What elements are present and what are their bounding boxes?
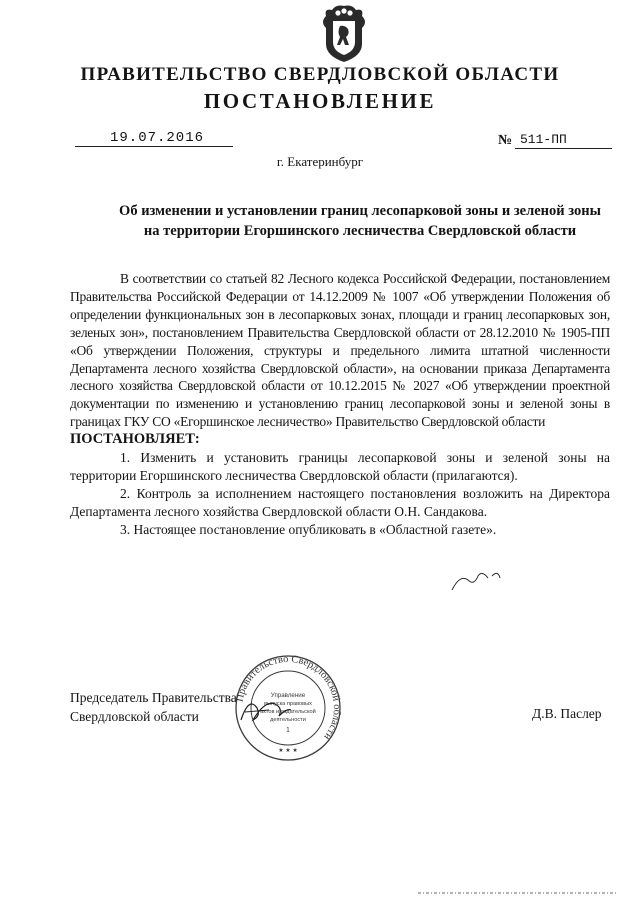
doc-number: 511-ПП bbox=[520, 132, 567, 147]
signatory-position-line-2: Свердловской области bbox=[70, 709, 199, 724]
stamp-inner-line-1: Управление bbox=[270, 692, 306, 699]
doc-body bbox=[70, 270, 610, 539]
decree-item-2: 2. Контроль за исполнением настоящего постановления возложить на Директора Департамента лесного хозяйства Свердловской области О.Н. Сандакова. bbox=[70, 485, 610, 519]
decree-item-3: 3. Настоящее постановление опубликовать в «Областной газете». bbox=[120, 521, 497, 537]
stamp-outer-text: Правительство Свердловской области bbox=[234, 653, 342, 742]
initials-mark bbox=[448, 566, 508, 596]
signatory-position bbox=[70, 688, 237, 726]
stamp-inner-number: 1 bbox=[286, 727, 290, 734]
stamp-stars: ★ ★ ★ bbox=[278, 748, 298, 754]
doc-title-line-1: Об изменении и установлении границ лесопарковой зоны и зеленой зоны bbox=[119, 203, 601, 219]
decree-word: ПОСТАНОВЛЯЕТ: bbox=[70, 431, 200, 448]
signatory-name: Д.В. Паслер bbox=[532, 706, 602, 721]
decree-item-1: 1. Изменить и установить границы лесопарковой зоны и зеленой зоны на территории Егоршинского лесничества Свердловской области (прилагаются). bbox=[70, 450, 610, 483]
scan-artifact bbox=[418, 889, 618, 897]
preamble-paragraph: В соответствии со статьей 82 Лесного кодекса Российской Федерации, постановлением Правительства Российской Федерации от 14.12.2009 № 1007 «Об утверждении Положения об определении функциональных зон в лесопарковых зонах, площади и границ лесопарковых зон, зеленых зон», постановлением Правительства Свердловской области от 28.12.2010 № 1905-ПП «Об утверждении Положения, структуры и предельного лимита штатной численности Департамента лесного хозяйства Свердловской области», на основании приказа Департамента лесного хозяйства Свердловской области от 10.12.2015 № 2027 «Об утверждении проектной документации по изменению и установлению границ лесопарковой зоны и зеленой зоны в границах ГКУ СО «Егоршинское лесничество» Правительство Свердловской области bbox=[70, 271, 610, 430]
stamp-inner-line-3: актов и издательской bbox=[260, 709, 316, 715]
stamp-inner-line-2: выпуска правовых bbox=[264, 701, 312, 707]
doc-type-heading: ПОСТАНОВЛЕНИЕ bbox=[203, 89, 437, 113]
doc-title-line-2: на территории Егоршинского лесничества Свердловской области bbox=[143, 223, 577, 239]
org-name: ПРАВИТЕЛЬСТВО СВЕРДЛОВСКОЙ ОБЛАСТИ bbox=[80, 64, 560, 85]
signatory-position-line-1: Председатель Правительства bbox=[70, 690, 237, 705]
doc-city: г. Екатеринбург bbox=[276, 154, 364, 169]
number-sign: № bbox=[498, 133, 513, 148]
coat-of-arms-icon bbox=[318, 4, 370, 64]
doc-date: 19.07.2016 bbox=[110, 130, 205, 146]
number-underline bbox=[515, 148, 612, 149]
stamp-inner-line-4: деятельности bbox=[270, 717, 306, 723]
handwritten-signature bbox=[235, 690, 295, 730]
date-underline bbox=[75, 146, 233, 147]
doc-title bbox=[60, 201, 640, 241]
